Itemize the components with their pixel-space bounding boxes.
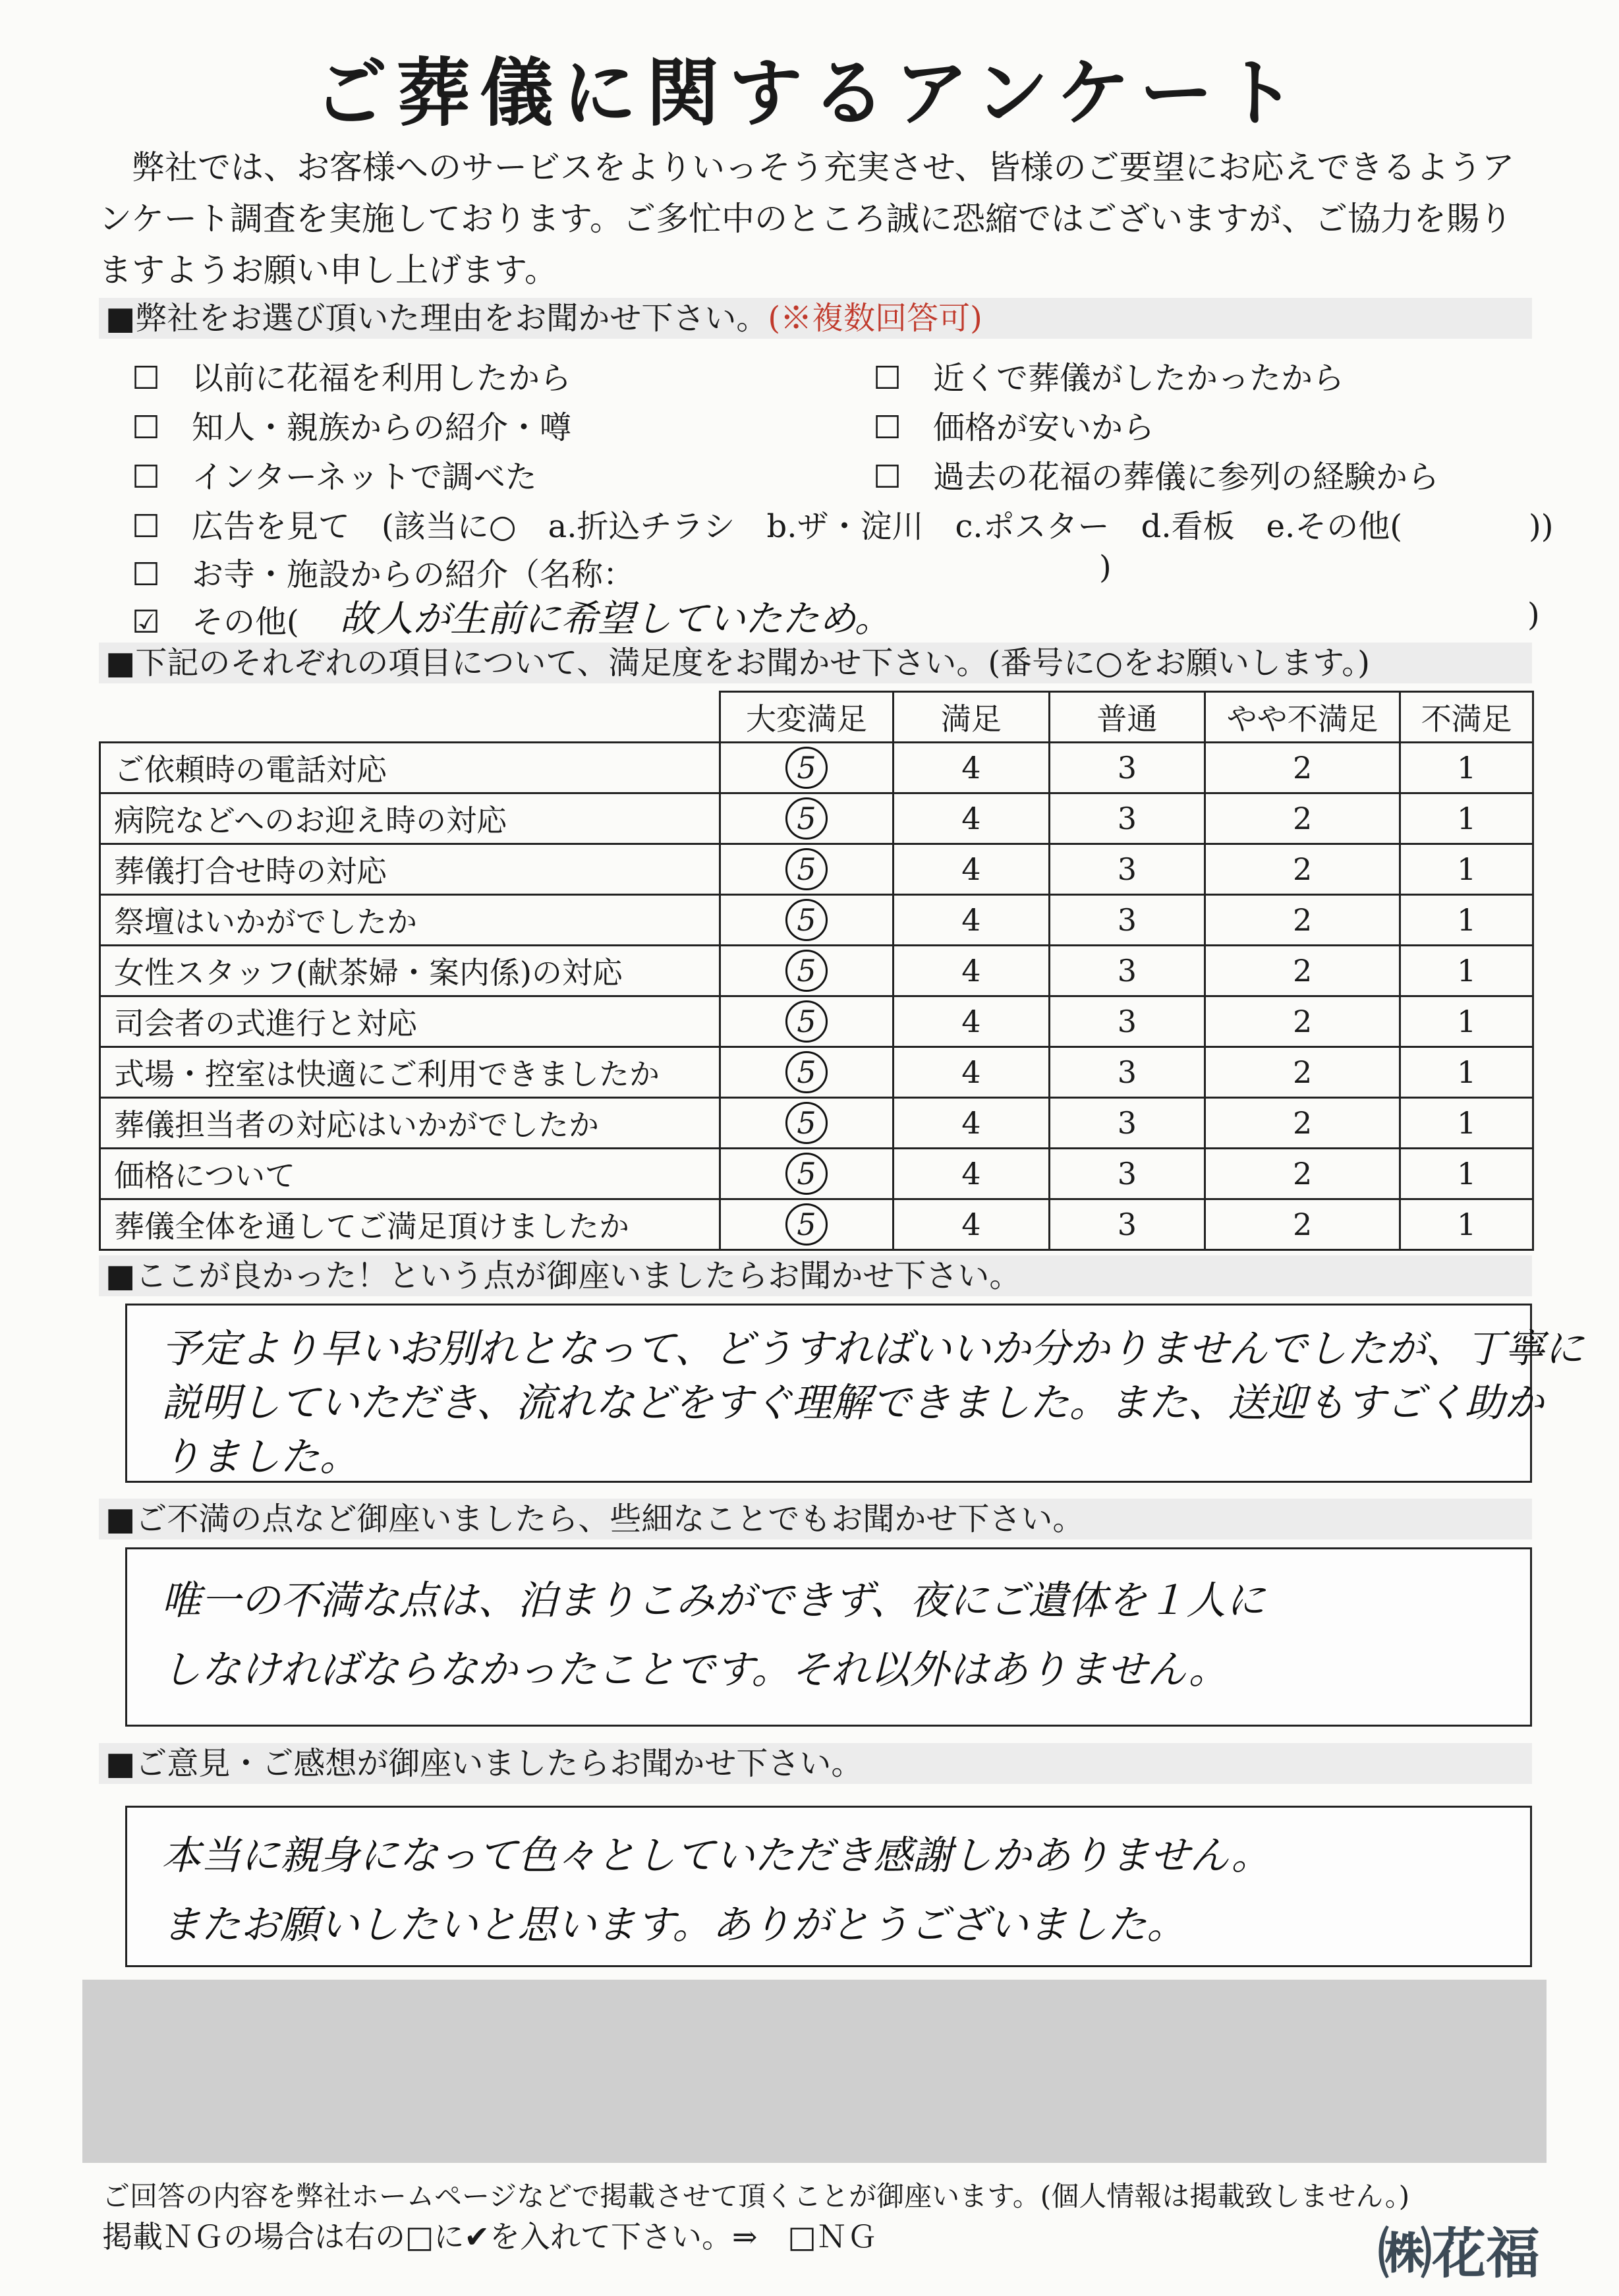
- score-cell[interactable]: [894, 946, 1049, 996]
- company-logo: ㈱花福: [1377, 2223, 1540, 2285]
- score-cell[interactable]: [720, 743, 893, 793]
- good-points-line-1: 説明していただき、流れなどをすぐ理解できました。また、送迎もすごく助か: [161, 1380, 1544, 1426]
- circled-score: 5: [785, 848, 828, 890]
- score-value: 4: [961, 1105, 981, 1141]
- score-cell[interactable]: [720, 793, 893, 844]
- score-cell[interactable]: [894, 1199, 1049, 1250]
- header-blank: [100, 692, 720, 743]
- page-title: ご葬儀に関するアンケート: [313, 50, 1306, 136]
- score-cell[interactable]: [720, 996, 893, 1047]
- score-value: 1: [1456, 1105, 1477, 1141]
- score-value: 1: [1456, 1207, 1477, 1242]
- table-row: [100, 1149, 1533, 1199]
- score-value: 3: [1117, 750, 1137, 786]
- score-value: 2: [1293, 1105, 1313, 1141]
- score-value: 4: [961, 801, 981, 836]
- score-cell[interactable]: [1400, 1199, 1533, 1250]
- reason-option-right-1[interactable]: ☐ 価格が安いから: [873, 409, 1155, 446]
- score-cell[interactable]: [894, 743, 1049, 793]
- score-cell[interactable]: [720, 844, 893, 895]
- circled-score: 5: [785, 1102, 828, 1144]
- reason-option-temple[interactable]: ☐ お寺・施設からの紹介（名称：: [132, 556, 635, 593]
- score-value: 4: [961, 750, 981, 786]
- table-row: [100, 895, 1533, 946]
- item-label: 司会者の式進行と対応: [100, 996, 720, 1047]
- score-cell[interactable]: [720, 1098, 893, 1149]
- score-value: 1: [1456, 902, 1477, 938]
- table-row: [100, 996, 1533, 1047]
- temple-close-paren: ): [1099, 549, 1112, 586]
- score-value: 4: [961, 1004, 981, 1039]
- good-points-line-2: りました。: [161, 1434, 359, 1480]
- score-cell[interactable]: [1205, 946, 1400, 996]
- score-cell[interactable]: [1049, 743, 1205, 793]
- circled-score: 5: [785, 1051, 828, 1093]
- circled-score: 5: [785, 1000, 828, 1043]
- circled-score: 5: [785, 899, 828, 941]
- score-cell[interactable]: [720, 1199, 893, 1250]
- footer-notice: ご回答の内容を弊社ホームページなどで掲載させて頂くことが御座います。(個人情報は掲載致しません。): [102, 2180, 1410, 2212]
- item-label: 葬儀打合せ時の対応: [100, 844, 720, 895]
- score-cell[interactable]: [1205, 1199, 1400, 1250]
- score-value: 3: [1117, 1054, 1137, 1090]
- reason-option-right-2[interactable]: ☐ 過去の花福の葬儀に参列の経験から: [873, 459, 1440, 496]
- item-label: ご依頼時の電話対応: [100, 743, 720, 793]
- table-row: [100, 793, 1533, 844]
- score-value: 2: [1293, 902, 1313, 938]
- circled-score: 5: [785, 950, 828, 992]
- column-header-2: 普通: [1049, 692, 1205, 743]
- score-cell[interactable]: [1400, 844, 1533, 895]
- column-header-3: やや不満足: [1205, 692, 1400, 743]
- score-value: 4: [961, 953, 981, 989]
- complaints-line-0: 唯一の不満な点は、泊まりこみができず、夜にご遺体を１人に: [161, 1578, 1266, 1624]
- score-cell[interactable]: [1400, 1149, 1533, 1199]
- score-cell[interactable]: [1205, 793, 1400, 844]
- score-value: 2: [1293, 1054, 1313, 1090]
- score-value: 3: [1117, 953, 1137, 989]
- section5-heading: ■ご意見・ご感想が御座いましたらお聞かせ下さい。: [99, 1743, 1532, 1784]
- score-value: 1: [1456, 1004, 1477, 1039]
- score-value: 2: [1293, 851, 1313, 887]
- satisfaction-table: [99, 691, 1534, 1251]
- column-header-0: 大変満足: [720, 692, 893, 743]
- section3-heading: ■ここが良かった！という点が御座いましたらお聞かせ下さい。: [99, 1255, 1532, 1296]
- circled-score: 5: [785, 747, 828, 789]
- score-cell[interactable]: [1049, 946, 1205, 996]
- complaints-box[interactable]: [125, 1547, 1532, 1727]
- score-value: 1: [1456, 750, 1477, 786]
- score-value: 4: [961, 902, 981, 938]
- table-row: [100, 743, 1533, 793]
- score-cell[interactable]: [1049, 1098, 1205, 1149]
- score-cell[interactable]: [1049, 1199, 1205, 1250]
- score-value: 1: [1456, 801, 1477, 836]
- footer-ng-instruction[interactable]: 掲載ＮＧの場合は右の□に✔を入れて下さい。⇒ □ＮＧ: [102, 2219, 878, 2254]
- item-label: 葬儀担当者の対応はいかがでしたか: [100, 1098, 720, 1149]
- section4-heading: ■ご不満の点など御座いましたら、些細なことでもお聞かせ下さい。: [99, 1499, 1532, 1539]
- score-cell[interactable]: [1205, 844, 1400, 895]
- score-value: 3: [1117, 1105, 1137, 1141]
- satisfaction-header-row: [100, 692, 1533, 743]
- score-value: 3: [1117, 902, 1137, 938]
- score-value: 1: [1456, 851, 1477, 887]
- reason-option-other[interactable]: ☑ その他(: [132, 604, 299, 641]
- table-row: [100, 1047, 1533, 1098]
- score-cell[interactable]: [894, 1149, 1049, 1199]
- score-cell[interactable]: [720, 895, 893, 946]
- redacted-area: [82, 1980, 1547, 2163]
- score-cell[interactable]: [720, 946, 893, 996]
- section1-heading-text: ■弊社をお選び頂いた理由をお聞かせ下さい。: [105, 300, 768, 337]
- section2-heading: ■下記のそれぞれの項目について、満足度をお聞かせ下さい。(番号に○をお願いします。): [99, 643, 1532, 683]
- score-cell[interactable]: [1400, 996, 1533, 1047]
- other-close-paren: ): [1527, 596, 1540, 633]
- score-cell[interactable]: [1049, 844, 1205, 895]
- score-value: 2: [1293, 1156, 1313, 1191]
- opinions-line-0: 本当に親身になって色々としていただき感謝しかありません。: [161, 1833, 1271, 1879]
- score-cell[interactable]: [894, 1098, 1049, 1149]
- score-value: 3: [1117, 851, 1137, 887]
- score-cell[interactable]: [1049, 895, 1205, 946]
- column-header-1: 満足: [894, 692, 1049, 743]
- score-value: 2: [1293, 750, 1313, 786]
- good-points-line-0: 予定より早いお別れとなって、どうすればいいか分かりませんでしたが、丁寧に: [161, 1326, 1584, 1372]
- score-cell[interactable]: [720, 1047, 893, 1098]
- score-value: 2: [1293, 953, 1313, 989]
- score-value: 2: [1293, 801, 1313, 836]
- score-cell[interactable]: [1400, 1047, 1533, 1098]
- score-value: 1: [1456, 1054, 1477, 1090]
- item-label: 式場・控室は快適にご利用できましたか: [100, 1047, 720, 1098]
- item-label: 葬儀全体を通してご満足頂けましたか: [100, 1199, 720, 1250]
- score-cell[interactable]: [1400, 793, 1533, 844]
- score-cell[interactable]: [894, 1047, 1049, 1098]
- item-label: 女性スタッフ(献茶婦・案内係)の対応: [100, 946, 720, 996]
- score-value: 4: [961, 1207, 981, 1242]
- reason-option-ad[interactable]: ☐ 広告を見て (該当に○ a.折込チラシ b.ザ・淀川 c.ポスター d.看板 e.その他( )): [132, 508, 1554, 545]
- score-cell[interactable]: [894, 996, 1049, 1047]
- column-header-4: 不満足: [1400, 692, 1533, 743]
- score-cell[interactable]: [1205, 996, 1400, 1047]
- score-cell[interactable]: [720, 1149, 893, 1199]
- item-label: 価格について: [100, 1149, 720, 1199]
- table-row: [100, 946, 1533, 996]
- score-cell[interactable]: [894, 895, 1049, 946]
- score-value: 1: [1456, 1156, 1477, 1191]
- section1-heading-note: (※複数回答可): [768, 300, 982, 337]
- score-value: 1: [1456, 953, 1477, 989]
- score-cell[interactable]: [1049, 1047, 1205, 1098]
- item-label: 病院などへのお迎え時の対応: [100, 793, 720, 844]
- score-cell[interactable]: [894, 844, 1049, 895]
- circled-score: 5: [785, 1153, 828, 1195]
- section1-heading: [99, 298, 1532, 339]
- table-row: [100, 1098, 1533, 1149]
- score-value: 4: [961, 1156, 981, 1191]
- circled-score: 5: [785, 1203, 828, 1246]
- score-value: 2: [1293, 1004, 1313, 1039]
- reason-option-left-0[interactable]: ☐ 以前に花福を利用したから: [132, 360, 572, 397]
- score-cell[interactable]: [894, 793, 1049, 844]
- score-value: 3: [1117, 801, 1137, 836]
- score-cell[interactable]: [1205, 743, 1400, 793]
- table-row: [100, 844, 1533, 895]
- opinions-box[interactable]: [125, 1806, 1532, 1967]
- score-cell[interactable]: [1049, 996, 1205, 1047]
- reason-option-left-1[interactable]: ☐ 知人・親族からの紹介・噂: [132, 409, 572, 446]
- score-cell[interactable]: [1049, 1149, 1205, 1199]
- score-value: 4: [961, 851, 981, 887]
- score-value: 3: [1117, 1207, 1137, 1242]
- score-cell[interactable]: [1205, 1149, 1400, 1199]
- score-value: 2: [1293, 1207, 1313, 1242]
- good-points-box[interactable]: [125, 1304, 1584, 1483]
- table-row: [100, 1199, 1533, 1250]
- circled-score: 5: [785, 797, 828, 840]
- score-cell[interactable]: [1205, 895, 1400, 946]
- score-cell[interactable]: [1400, 946, 1533, 996]
- score-cell[interactable]: [1400, 1098, 1533, 1149]
- reason-option-right-0[interactable]: ☐ 近くで葬儀がしたかったから: [873, 360, 1345, 397]
- score-cell[interactable]: [1400, 743, 1533, 793]
- score-cell[interactable]: [1049, 793, 1205, 844]
- complaints-line-1: しなければならなかったことです。それ以外はありません。: [161, 1647, 1228, 1693]
- other-answer-handwritten: 故人が生前に希望していたため。: [339, 598, 892, 641]
- score-value: 3: [1117, 1004, 1137, 1039]
- opinions-line-1: またお願いしたいと思います。ありがとうございました。: [161, 1902, 1187, 1948]
- item-label: 祭壇はいかがでしたか: [100, 895, 720, 946]
- score-value: 4: [961, 1054, 981, 1090]
- score-value: 3: [1117, 1156, 1137, 1191]
- reason-option-left-2[interactable]: ☐ インターネットで調べた: [132, 459, 537, 496]
- score-cell[interactable]: [1400, 895, 1533, 946]
- intro-text: 弊社では、お客様へのサービスをよりいっそう充実させ、皆様のご要望にお応えできるようアンケート調査を実施しております。ご多忙中のところ誠に恐縮ではございますが、ご協力を賜りますようお願い申し上げます。: [99, 148, 1515, 289]
- score-cell[interactable]: [1205, 1047, 1400, 1098]
- score-cell[interactable]: [1205, 1098, 1400, 1149]
